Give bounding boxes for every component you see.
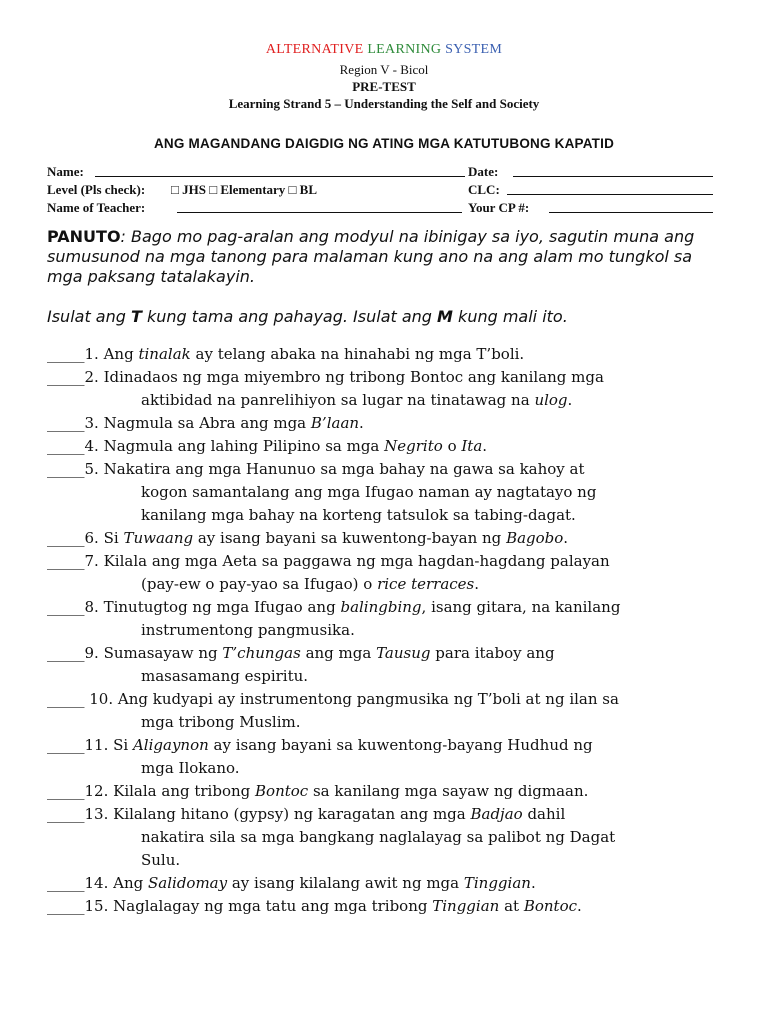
answer-blank[interactable]: _____ — [47, 897, 85, 915]
question-item — [47, 458, 727, 527]
question-first-line — [47, 458, 727, 481]
question-continuation-line — [47, 711, 727, 734]
cp-field[interactable] — [549, 212, 713, 213]
question-text: aktibidad na panrelihiyon sa lugar na tinatawag na — [141, 391, 535, 409]
question-item — [47, 550, 727, 596]
question-number: 1. — [84, 345, 104, 363]
clc-label: CLC: — [468, 182, 500, 197]
question-number: 6. — [84, 529, 104, 547]
question-emphasis: Bontoc — [523, 897, 578, 915]
name-field[interactable] — [95, 176, 465, 177]
question-item — [47, 435, 727, 458]
program-title — [0, 42, 768, 58]
question-text: Ang — [113, 874, 148, 892]
question-text: nakatira sila sa mga bangkang naglalayag sa palibot ng Dagat — [141, 828, 616, 846]
question-item — [47, 895, 727, 918]
question-continuation-line — [47, 826, 727, 849]
question-item — [47, 527, 727, 550]
question-text: ay isang bayani sa kuwentong-bayan ng — [193, 529, 507, 547]
question-text: Nagmula sa Abra ang mga — [103, 414, 311, 432]
answer-blank[interactable]: _____ — [47, 874, 85, 892]
question-number: 7. — [84, 552, 104, 570]
date-field[interactable] — [513, 176, 713, 177]
question-emphasis: Badjao — [470, 805, 523, 823]
level-label: Level (Pls check): — [47, 182, 146, 197]
question-text: Naglalagay ng mga tatu ang mga tribong — [113, 897, 433, 915]
question-emphasis: Tinggian — [463, 874, 531, 892]
question-continuation-line — [47, 619, 727, 642]
question-continuation-line — [47, 757, 727, 780]
name-date-row — [47, 164, 715, 181]
question-continuation-line — [47, 573, 727, 596]
question-text: dahil — [522, 805, 566, 823]
directions-text: : Bago mo pag-aralan ang modyul na ibinigay sa iyo, sagutin muna ang sumusunod na mga tanong para malaman kung ano na ang alam mo tungkol sa mga paksang tatalakayin. — [47, 227, 695, 286]
date-label: Date: — [468, 164, 499, 179]
teacher-label: Name of Teacher: — [47, 200, 146, 215]
question-text: Si — [103, 529, 124, 547]
question-number: 13. — [84, 805, 114, 823]
question-emphasis: B’laan — [310, 414, 360, 432]
question-first-line — [47, 412, 727, 435]
question-item — [47, 642, 727, 688]
question-first-line — [47, 550, 727, 573]
question-text: Si — [113, 736, 133, 754]
question-continuation-line — [47, 849, 727, 872]
question-first-line — [47, 435, 727, 458]
question-text: at — [499, 897, 524, 915]
question-emphasis: Salidomay — [148, 874, 228, 892]
question-number: 2. — [84, 368, 104, 386]
question-text: instrumentong pangmusika. — [141, 621, 355, 639]
question-first-line — [47, 803, 727, 826]
region-label: Region V - Bicol — [339, 62, 429, 77]
question-text: masasamang espiritu. — [141, 667, 309, 685]
question-item — [47, 366, 727, 412]
question-first-line — [47, 872, 727, 895]
question-text: kogon samantalang ang mga Ifugao naman ay nagtatayo ng — [141, 483, 597, 501]
question-text: Nakatira ang mga Hanunuo sa mga bahay na gawa sa kahoy at — [103, 460, 585, 478]
question-emphasis: Tuwaang — [123, 529, 194, 547]
question-text: . — [482, 437, 488, 455]
instruction-part-2: kung tama ang pahayag. Isulat ang — [141, 307, 438, 326]
question-text: ang mga — [300, 644, 377, 662]
question-text: . — [530, 874, 536, 892]
question-number: 9. — [84, 644, 104, 662]
answer-blank[interactable]: _____ — [47, 644, 85, 662]
question-text: Ang kudyapi ay instrumentong pangmusika ng T’boli at ng ilan sa — [117, 690, 619, 708]
question-first-line — [47, 343, 727, 366]
answer-blank[interactable]: _____ — [47, 690, 85, 708]
question-text: Nagmula ang lahing Pilipino sa mga — [103, 437, 385, 455]
question-text: mga tribong Muslim. — [141, 713, 301, 731]
question-text: Tinutugtog ng mga Ifugao ang — [103, 598, 341, 616]
checkbox-bl[interactable]: □ — [288, 182, 297, 197]
level-option-elementary: Elementary — [220, 182, 286, 197]
question-first-line — [47, 780, 727, 803]
question-text: . — [567, 391, 573, 409]
question-item — [47, 343, 727, 366]
question-text: Kilala ang mga Aeta sa paggawa ng mga hagdan-hagdang palayan — [103, 552, 610, 570]
question-item — [47, 872, 727, 895]
question-emphasis: Bontoc — [255, 782, 309, 800]
question-emphasis: rice terraces — [377, 575, 475, 593]
question-text: (pay-ew o pay-yao sa Ifugao) o — [141, 575, 378, 593]
clc-field[interactable] — [507, 194, 713, 195]
answer-blank[interactable]: _____ — [47, 782, 85, 800]
question-item — [47, 803, 727, 872]
question-text: . — [577, 897, 582, 915]
question-text: mga Ilokano. — [141, 759, 240, 777]
instruction-false-letter: M — [437, 307, 453, 326]
answer-blank[interactable]: _____ — [47, 414, 85, 432]
question-continuation-line — [47, 389, 727, 412]
answer-blank[interactable]: _____ — [47, 368, 85, 386]
question-text: . — [474, 575, 480, 593]
answer-blank[interactable]: _____ — [47, 805, 85, 823]
question-continuation-line — [47, 665, 727, 688]
question-continuation-line — [47, 481, 727, 504]
question-number: 4. — [84, 437, 104, 455]
question-emphasis: balingbing — [340, 598, 422, 616]
question-first-line — [47, 366, 727, 389]
test-type-label: PRE-TEST — [352, 79, 416, 94]
question-emphasis: Tinggian — [432, 897, 500, 915]
instruction-part-1: Isulat ang — [47, 307, 131, 326]
directions-label: PANUTO — [47, 227, 121, 246]
level-option-bl: BL — [299, 182, 317, 197]
checkbox-elementary[interactable]: □ — [209, 182, 218, 197]
question-text: Kilalang hitano (gypsy) ng karagatan ang mga — [113, 805, 471, 823]
cp-label: Your CP #: — [468, 200, 530, 215]
question-first-line — [47, 527, 727, 550]
question-emphasis: Aligaynon — [132, 736, 209, 754]
question-number: 10. — [84, 690, 118, 708]
question-first-line — [47, 596, 727, 619]
question-continuation-line — [47, 504, 727, 527]
question-text: . — [563, 529, 569, 547]
question-first-line — [47, 734, 727, 757]
answer-blank[interactable]: _____ — [47, 736, 85, 754]
teacher-cp-row — [47, 200, 715, 217]
question-emphasis: T’chungas — [222, 644, 301, 662]
question-text: o — [442, 437, 462, 455]
question-list — [47, 343, 727, 918]
question-first-line — [47, 688, 727, 711]
question-emphasis: Negrito — [384, 437, 443, 455]
level-option-jhs: JHS — [182, 182, 206, 197]
answer-instruction — [47, 307, 727, 327]
question-emphasis: Bagobo — [506, 529, 564, 547]
question-emphasis: tinalak — [138, 345, 191, 363]
question-text: Sulu. — [141, 851, 181, 869]
question-text: Ang — [103, 345, 139, 363]
program-word-alternative: ALTERNATIVE — [265, 42, 364, 57]
instruction-part-3: kung mali ito. — [452, 307, 568, 326]
question-text: ay isang bayani sa kuwentong-bayang Hudhud ng — [208, 736, 593, 754]
answer-blank[interactable]: _____ — [47, 598, 85, 616]
question-emphasis: ulog — [534, 391, 568, 409]
learning-strand-label: Learning Strand 5 – Understanding the Self and Society — [228, 96, 540, 111]
checkbox-jhs[interactable]: □ — [171, 182, 179, 197]
program-word-learning: LEARNING — [367, 42, 442, 57]
question-text: sa kanilang mga sayaw ng digmaan. — [308, 782, 589, 800]
question-number: 12. — [84, 782, 114, 800]
question-text: Kilala ang tribong — [113, 782, 256, 800]
question-text: ay isang kilalang awit ng mga — [227, 874, 464, 892]
question-text: , isang gitara, na kanilang — [421, 598, 621, 616]
instruction-true-letter: T — [131, 307, 142, 326]
question-number: 3. — [84, 414, 104, 432]
answer-blank[interactable]: _____ — [47, 437, 85, 455]
name-label: Name: — [47, 164, 84, 179]
question-number: 11. — [84, 736, 114, 754]
answer-blank[interactable]: _____ — [47, 552, 85, 570]
question-text: . — [359, 414, 364, 432]
question-text: para itaboy ang — [430, 644, 555, 662]
question-item — [47, 596, 727, 642]
question-first-line — [47, 642, 727, 665]
question-item — [47, 734, 727, 780]
question-number: 14. — [84, 874, 114, 892]
directions-paragraph — [47, 227, 727, 287]
answer-blank[interactable]: _____ — [47, 460, 85, 478]
question-emphasis: Tausug — [376, 644, 431, 662]
question-number: 15. — [84, 897, 114, 915]
answer-blank[interactable]: _____ — [47, 529, 85, 547]
question-item — [47, 412, 727, 435]
question-text: Sumasayaw ng — [103, 644, 223, 662]
question-first-line — [47, 895, 727, 918]
question-number: 8. — [84, 598, 104, 616]
level-clc-row — [47, 182, 715, 199]
teacher-field[interactable] — [177, 212, 462, 213]
answer-blank[interactable]: _____ — [47, 345, 85, 363]
question-item — [47, 780, 727, 803]
level-options — [171, 182, 317, 198]
question-item — [47, 688, 727, 734]
question-text: Idinadaos ng mga miyembro ng tribong Bontoc ang kanilang mga — [103, 368, 604, 386]
question-text: kanilang mga bahay na korteng tatsulok sa tabing-dagat. — [141, 506, 576, 524]
program-word-system: SYSTEM — [445, 42, 503, 57]
question-emphasis: Ita — [461, 437, 483, 455]
question-number: 5. — [84, 460, 104, 478]
question-text: ay telang abaka na hinahabi ng mga T’boli. — [190, 345, 525, 363]
document-title: ANG MAGANDANG DAIGDIG NG ATING MGA KATUTUBONG KAPATID — [153, 136, 615, 151]
